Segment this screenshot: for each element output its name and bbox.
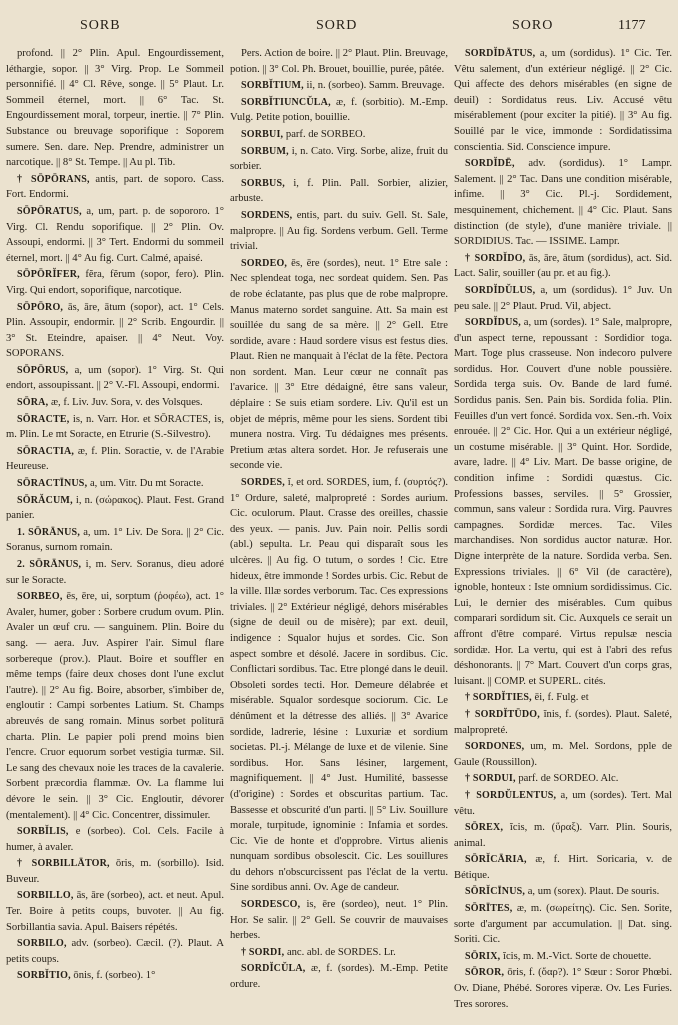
- page-header: [0, 18, 678, 40]
- dictionary-entry: [230, 176, 448, 207]
- entry-definition: adv. (sordidus). 1° Lampr. Salement. || 2° Tac. Dans une condition misérable, infime. || 3° Cic. Pl.-j. Sordidement, mesquinement, chichement. || 4° Cic. Plaut. Sans distinction (de style), d'une manière triviale. || SORDIDIUS. Tac. — ISSIME. Lampr.: [454, 158, 672, 248]
- entry-definition: Pers. Action de boire. || 2° Plaut. Plin. Breuvage, potion. || 3° Col. Ph. Brouet, bouillie, purée, pâtée.: [230, 48, 448, 75]
- entry-definition: a, um (sopor). 1° Virg. St. Qui endort, assoupissant. || 2° V.-Fl. Assoupi, endormi.: [6, 364, 224, 392]
- entry-definition: ii, n. (sorbeo). Samm. Breuvage.: [306, 80, 445, 92]
- dictionary-entry: [6, 525, 224, 556]
- dictionary-entry: [6, 204, 224, 266]
- dictionary-entry: [6, 395, 224, 411]
- entry-definition: i, f. Plin. Pall. Sorbier, alizier, arbuste.: [230, 177, 448, 205]
- entry-definition: is, ēre (sordeo), neut. 1° Plin. Hor. Se salir. || 2° Gell. Se couvrir de mauvaises herbes.: [230, 899, 448, 942]
- entry-headword: † SORDI,: [241, 946, 285, 958]
- entry-headword: SORBEO,: [17, 591, 63, 603]
- dictionary-entry: [454, 315, 672, 689]
- entry-headword: SŌRIX,: [465, 950, 501, 962]
- entry-definition: anc. abl. de SORDES. Lr.: [286, 946, 396, 958]
- dictionary-entry: [6, 444, 224, 475]
- entry-headword: SORDEO,: [241, 257, 288, 269]
- entry-headword: SORBUS,: [241, 177, 285, 189]
- dictionary-entry: [230, 945, 448, 961]
- dictionary-entry: [6, 589, 224, 823]
- entry-headword: † SORDUI,: [465, 773, 516, 785]
- dictionary-entry: [6, 267, 224, 298]
- entry-headword: SŌRACTE,: [17, 413, 70, 425]
- entry-definition: a, um (sordes). Tert. Mal vêtu.: [454, 789, 672, 817]
- entry-definition: ās, āre, ātum (sopor), act. 1° Cels. Plin. Assoupir, endormir. || 2° Scrib. Engourdir. || 3° St. Eteindre, apaiser. || 4° Neut. Voy. SOPORANS.: [6, 301, 224, 360]
- entry-headword: † SORDŬLENTUS,: [465, 789, 557, 801]
- column-3: [454, 46, 672, 1018]
- dictionary-entry: [230, 208, 448, 255]
- entry-headword: SŌPŌRĬFER,: [17, 269, 80, 281]
- entry-definition: a, um. 1° Liv. De Sora. || 2° Cic. Soranus, surnom romain.: [6, 526, 224, 554]
- entry-headword: SORDĬCŬLA,: [241, 963, 306, 975]
- dictionary-entry: [6, 363, 224, 394]
- entry-headword: † SŌPŌRANS,: [17, 173, 90, 185]
- dictionary-entry: [230, 78, 448, 94]
- entry-headword: SORBILO,: [17, 938, 67, 950]
- header-left-word: SORB: [80, 18, 121, 33]
- entry-definition: ōris, f. (ὄαρ?). 1° Sœur : Soror Phœbi. Ov. Diane, Phébé. Sorores viperæ. Ov. Les Furies. Tres sorores.: [454, 967, 672, 1010]
- dictionary-entry: [454, 949, 672, 965]
- entry-headword: † SORDĬTIES,: [465, 692, 532, 704]
- entry-definition: æ, m. (σωρείτης). Cic. Sen. Sorite, sorte d'argument par accumulation. || Dat. sing. Soriti. Cic.: [454, 903, 672, 946]
- entry-definition: antis, part. de soporo. Cass. Fort. Endormi.: [6, 173, 224, 201]
- dictionary-entry: [6, 824, 224, 855]
- dictionary-entry: [6, 557, 224, 588]
- dictionary-entry: [454, 739, 672, 770]
- entry-definition: ēs, ēre (sordes), neut. 1° Etre sale : Nec splendeat toga, nec sordeat quidem. Sen. Pas de robe éclatante, pas plus que de robe malpropre. Manus materno sordet sanguine. Att. Sa main est souillée du sang de sa mère. || 2° Gell. Etre sordide, avare : Haud sordere visus est festus dies. Plaut. Rien ne manquait à l'éclat de la fête. Pectora non sordent. Man. Leur cœur ne connaît pas l'avarice. || 3° Etre dédaigné, être sans valeur, déplaire : Se suis etiam sordere. Liv. Qu'il est un objet de mépris, même pour les siens. Sordent tibi munera nostra. Virg. Tu dédaignes mes présents. Pretium ætas altera sordet. Hor. Je refuserais une seconde vie.: [230, 257, 448, 472]
- dictionary-entry: [230, 46, 448, 77]
- dictionary-entry: [230, 961, 448, 992]
- dictionary-entry: [6, 300, 224, 362]
- entry-definition: parf. de SORDEO. Alc.: [518, 773, 619, 785]
- entry-definition: entis, part. du suiv. Gell. St. Sale, malpropre. || Au fig. Sordens verbum. Gell. Terme trivial.: [230, 209, 448, 253]
- entry-headword: SORBĬTIUM,: [241, 80, 304, 92]
- entry-definition: ĭcis, m. M.-Vict. Sorte de chouette.: [503, 950, 652, 962]
- entry-definition: ās, āre, ātum (sordidus), act. Sid. Lact. Salir, souiller (au pr. et au fig.).: [454, 252, 672, 280]
- entry-headword: SORDĬDĒ,: [465, 158, 515, 170]
- entry-headword: SORDESCO,: [241, 899, 301, 911]
- dictionary-entry: [454, 690, 672, 706]
- entry-headword: SORDĬDŬLUS,: [465, 284, 536, 296]
- column-1: [6, 46, 224, 1018]
- entry-headword: SORBĬTIUNCŬLA,: [241, 96, 331, 108]
- entry-definition: parf. de SORBEO.: [285, 128, 366, 140]
- column-2: [230, 46, 448, 1018]
- dictionary-entry: [454, 852, 672, 883]
- entry-headword: † SORDĬDO,: [465, 252, 526, 264]
- text-columns: [6, 46, 672, 1018]
- entry-headword: SŌRĂCUM,: [17, 494, 73, 506]
- dictionary-entry: [454, 884, 672, 900]
- dictionary-entry: [230, 127, 448, 143]
- entry-definition: ēs, ēre, ui, sorptum (ῥοφέω), act. 1° Avaler, humer, gober : Sorbere crudum ovum. Plin. Avaler un œuf cru. — sanguinem. Plin. Boire du sang. — aera. Juv. Aspirer l'air. Simul flare sorbereque (prov.). Plaut. Boire et souffler en même temps (faire deux choses dont l'une exclut l'autre). || 2° Au fig. Boire, absorber, s'imbiber de, engloutir : Campi sorbentes Latium. St. Champs abreuvés de sang romain. Minus sorbet politurā charta. Plin. Le papier poli prend moins bien l'encre. Cruor equorum sorbet vestigia turmæ. Sil. Le sang des chevaux noie les traces de la cavalerie. Sorbent præcordia flammæ. Ov. La flamme lui dévore le sein. || 3° Cic. Engloutir, dévorer (mentalement). || 4° Cic. Concentrer, dissimuler.: [6, 591, 224, 821]
- entry-definition: æ, f. Hirt. Soricaria, v. de Bétique.: [454, 854, 672, 881]
- entry-definition: ĭ, et ord. SORDES, ium, f. (συρτός?). 1° Ordure, saleté, malpropreté : Sordes aurium. Cic. oculorum. Plaut. Crasse des oreilles, chassie des yeux. — panis. Juv. Pain noir. Pellis sordi (abl.) sepulta. Lr. Peau qui disparaît sous les ulcères. || Au fig. O tutum, o sordes ! Cic. Etre hideux, être immonde ! Sordes urbis. Cic. Rebut de la ville. Illæ sordes verborum. Tac. Ces expressions triviales. || 2° Extérieur négligé, dehors misérables (signe de deuil ou de misère); par ext. deuil, indigence : Squalor hujus et sordes. Cic. Son aspect sombre et désolé. Jacere in sordibus. Cic. Conflictari sordibus. Tac. Etre plongé dans le deuil. Obsoleti sordes tecti. Hor. Demeure délabrée et misérable. Squalor sordesque sociorum. Cic. Le dénûment et la détresse des alliés. || 3° Avarice sordide, ladrerie, lésine : Luxuriæ et sordium societas. Pl.-j. Mélange de luxe et de vilenie. Sine sordibus. Hor. Sans lésiner, largement, magnifiquement. || 4° Just. Humilité, bassesse (d'origine) : Sordes et obscuritas partium. Tac. Bassesse et obscurité d'un parti. || 5° Liv. Souillure morale, turpitude, ignominie : Infamia et sordes. Cic. Vie de honte et d'opprobre. Virtus alienis nunquam sordibus obsolescit. Cic. Les souillures du dehors n'obscurcissent pas l'éclat de la vertu. Sine sordibus anni. Ov. Age de candeur.: [230, 477, 448, 894]
- entry-headword: SŌPŌRO,: [17, 301, 64, 313]
- entry-definition: a, um (sordidus). 1° Juv. Un peu sale. || 2° Plaut. Prud. Vil, abject.: [454, 284, 672, 312]
- dictionary-entry: [6, 172, 224, 203]
- entry-headword: SŌREX,: [465, 822, 504, 834]
- entry-headword: SŌRĪTES,: [465, 903, 513, 915]
- dictionary-entry: [6, 476, 224, 492]
- entry-definition: æ, f. (sorbitio). M.-Emp. Vulg. Petite potion, bouillie.: [230, 96, 448, 124]
- entry-definition: a, um (sorex). Plaut. De souris.: [527, 886, 660, 898]
- entry-headword: SORDONES,: [465, 741, 525, 753]
- entry-headword: SŌPŌRATUS,: [17, 205, 82, 217]
- entry-definition: ās, āre (sorbeo), act. et neut. Apul. Ter. Boire à petits coups, buvoter. || Au fig. Sorbillantia savia. Apul. Baisers répétés.: [6, 890, 224, 933]
- entry-definition: a, um. Vitr. Du mt Soracte.: [89, 478, 204, 490]
- dictionary-entry: [6, 936, 224, 967]
- entry-headword: SORDES,: [241, 477, 285, 489]
- entry-definition: a, um, part. p. de sopororo. 1° Virg. Cl. Rendu soporifique. || 2° Plin. Ov. Assoupi, endormi. || 3° Tert. Endormi du sommeil éternel, mort. || 4° Au fig. Curt. Calmé, apaisé.: [6, 205, 224, 264]
- dictionary-entry: [454, 251, 672, 282]
- entry-definition: fĕra, fĕrum (sopor, fero). Plin. Virg. Qui endort, soporifique, narcotique.: [6, 269, 224, 296]
- entry-definition: ēi, f. Fulg. et: [534, 692, 589, 704]
- entry-headword: 1. SŌRĀNUS,: [17, 526, 81, 538]
- entry-headword: SORDĬDĀTUS,: [465, 48, 536, 59]
- entry-headword: SORBĬTIO,: [17, 970, 71, 982]
- entry-definition: is, n. Varr. Hor. et SŌRACTES, is, m. Plin. Le mt Soracte, en Etrurie (S.-Silvestro).: [6, 413, 224, 441]
- dictionary-entry: [6, 968, 224, 984]
- entry-headword: SORBUM,: [241, 145, 289, 157]
- entry-definition: ōris, m. (sorbillo). Isid. Buveur.: [6, 858, 224, 885]
- dictionary-entry: [454, 820, 672, 851]
- entry-headword: SŌRĬCĪNUS,: [465, 886, 526, 898]
- dictionary-entry: [230, 475, 448, 896]
- dictionary-entry: [6, 493, 224, 524]
- entry-definition: a, um (sordidus). 1° Cic. Ter. Vêtu salement, d'un extérieur négligé. || 2° Cic. Qui affecte des dehors misérables (en signe de deuil) : Sordidatus reus. Liv. Accusé vêtu misérablement (pour exciter la pitié). || 3° Au fig. Souillé par le vice, immonde : Sordidatissima conscientia. Sid. Conscience impure.: [454, 48, 672, 153]
- dictionary-entry: [6, 888, 224, 935]
- entry-headword: SORBILLO,: [17, 890, 74, 902]
- dictionary-entry: [454, 156, 672, 250]
- entry-headword: † SORDĬTŪDO,: [465, 708, 540, 720]
- dictionary-entry: [230, 897, 448, 944]
- dictionary-entry: [454, 965, 672, 1012]
- entry-headword: SORDENS,: [241, 209, 293, 221]
- entry-definition: i, n. Cato. Virg. Sorbe, alize, fruit du sorbier.: [230, 145, 448, 173]
- entry-headword: SORBĬLIS,: [17, 826, 69, 838]
- dictionary-entry: [454, 788, 672, 819]
- entry-definition: a, um (sordes). 1° Sale, malpropre, d'un aspect terne, repoussant : Sordidior toga. Mart. Toge plus crasseuse. Non indecoro pulvere sordidus. Hor. Couvert d'une noble poussière. Sordida terga suis. Ov. Bande de lard fumé. Sordidus panis. Sen. Pain bis. Sordida folia. Plin. Feuilles d'un vert foncé. Sordida vox. Sen.-rh. Voix enrouée. || 2° Cic. Hor. Qui a un extérieur négligé, un costume misérable. || 3° Quint. Hor. Sordide, avare, ladre. || 4° Liv. Mart. De basse origine, de condition infime : Sordidi quæstus. Cic. Professions basses, serviles. || 5° Grossier, commun, sans valeur : Sordida rura. Virg. Pauvres campagnes. Sordidæ merces. Tac. Viles marchandises. Non sordidus auctor naturæ. Hor. Digne interprète de la nature. Sordida verba. Sen. Expressions triviales. || 6° Vil (de caractère), ignoble, honteux : Iste omnium sordidissimus. Cic. Lui, le dernier des misérables. Cum quibus comparari sordidum sit. Cic. Auxquels ce serait un affront d'être comparé. Virtus repulsæ nescia sordidæ. Hor. La vertu, qui est à l'abri des refus déshonorants. || 7° Mart. Couvert d'un corps gras, luisant. || COMP. et SUPERL. cités.: [454, 317, 672, 687]
- entry-definition: æ, f. Liv. Juv. Sora, v. des Volsques.: [50, 397, 203, 409]
- entry-definition: i, m. Serv. Soranus, dieu adoré sur le Soracte.: [6, 559, 224, 586]
- dictionary-entry: [230, 95, 448, 126]
- dictionary-entry: [6, 412, 224, 443]
- entry-definition: ōnis, f. (sorbeo). 1°: [73, 970, 156, 982]
- entry-headword: SŌRACTĪNUS,: [17, 478, 88, 490]
- entry-definition: æ, f. Plin. Soractie, v. de l'Arabie Heureuse.: [6, 445, 224, 473]
- entry-headword: SŌROR,: [465, 967, 505, 979]
- entry-headword: SŌRA,: [17, 397, 49, 409]
- entry-headword: SŌPŌRUS,: [17, 364, 69, 376]
- header-right-word: SORO: [512, 18, 554, 33]
- entry-definition: i, n. (σώρακος). Plaut. Fest. Grand panier.: [6, 494, 224, 522]
- dictionary-entry: [454, 283, 672, 314]
- entry-headword: SŌRĬCĀRIA,: [465, 854, 527, 866]
- entry-definition: ĭnis, f. (sordes). Plaut. Saleté, malpropreté.: [454, 708, 672, 736]
- entry-definition: ĭcis, m. (ὕραξ). Varr. Plin. Souris, animal.: [454, 822, 672, 849]
- entry-headword: SŌRACTIA,: [17, 445, 75, 457]
- entry-headword: SORDĬDUS,: [465, 317, 521, 329]
- entry-headword: † SORBILLĀTOR,: [17, 858, 110, 870]
- entry-definition: profond. || 2° Plin. Apul. Engourdissement, léthargie, sopor. || 3° Virg. Prop. Le Sommeil personnifié. || 4° Cl. Rêve, songe. || 5° Plaut. Lr. Sommeil éternel, mort. || 6° Tac. St. Engourdissement moral, torpeur, inertie. || 7° Plin. Substance ou breuvage soporifique : Soporem sumere. Sen. dare. Nep. Prendre, administrer un narcotique. || 8° St. Tempe. || Au pl. Tib.: [6, 48, 224, 169]
- page-number: 1177: [618, 18, 646, 33]
- dictionary-entry: [230, 256, 448, 474]
- dictionary-entry: [6, 856, 224, 887]
- dictionary-entry: [6, 46, 224, 171]
- entry-definition: æ, f. (sordes). M.-Emp. Petite ordure.: [230, 963, 448, 991]
- entry-headword: 2. SŌRĀNUS,: [17, 559, 82, 570]
- dictionary-entry: [454, 901, 672, 948]
- dictionary-entry: [230, 144, 448, 175]
- dictionary-entry: [454, 707, 672, 738]
- entry-definition: e (sorbeo). Col. Cels. Facile à humer, à avaler.: [6, 826, 224, 853]
- entry-definition: adv. (sorbeo). Cæcil. (?). Plaut. A petits coups.: [6, 938, 224, 965]
- dictionary-entry: [454, 46, 672, 155]
- dictionary-entry: [454, 771, 672, 787]
- header-center-word: SORD: [316, 18, 358, 33]
- entry-definition: um, m. Mel. Sordons, pple de Gaule (Roussillon).: [454, 741, 672, 768]
- entry-headword: SORBUI,: [241, 128, 284, 140]
